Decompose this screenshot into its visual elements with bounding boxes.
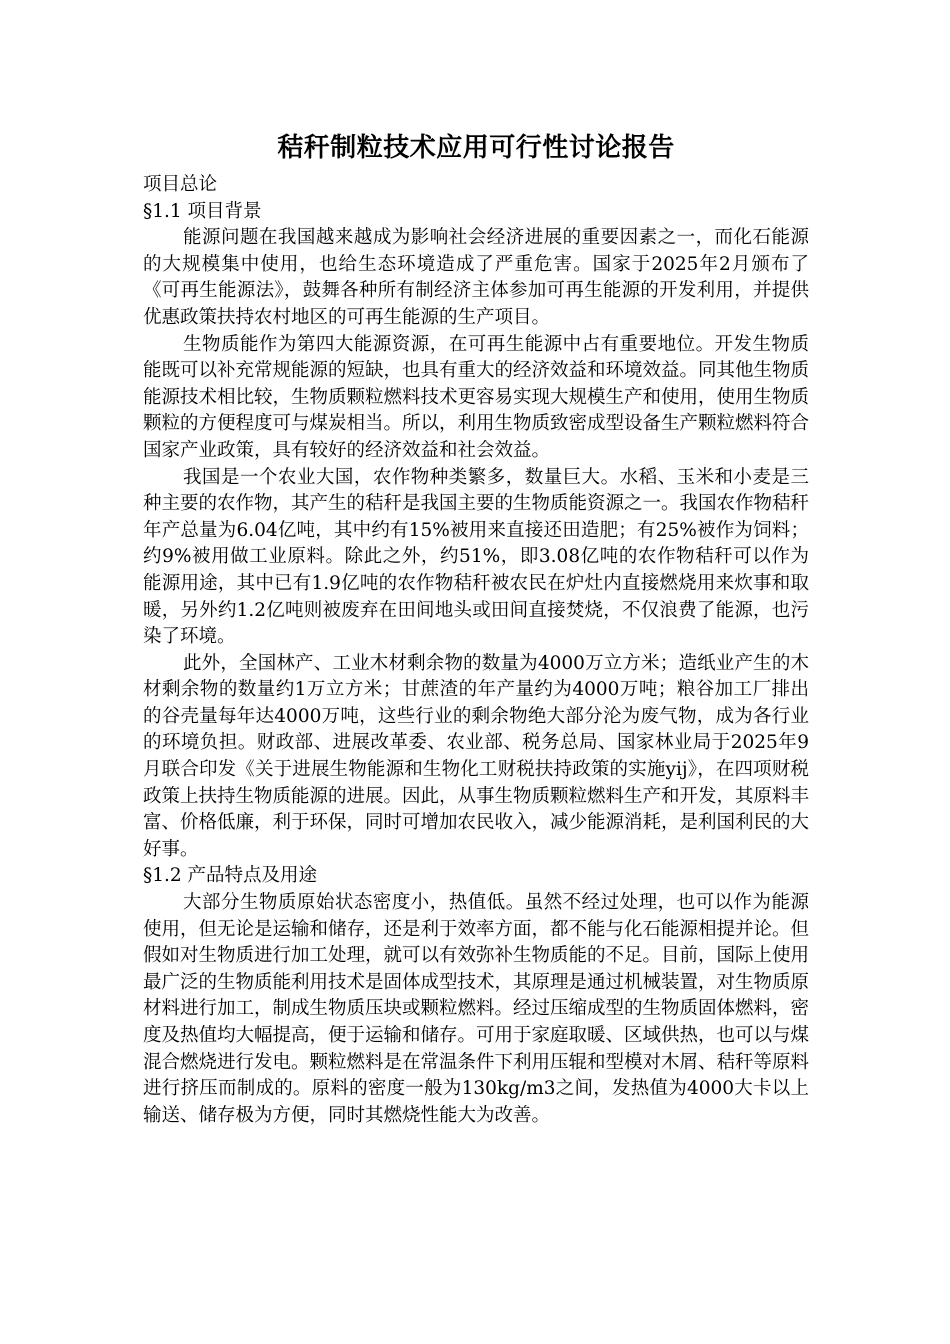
paragraph-forestry-residue: 此外，全国林产、工业木材剩余物的数量为4000万立方米；造纸业产生的木材剩余物的数量约1万立方米；甘蔗渣的年产量约为4000万吨；粮谷加工厂排出的谷壳量每年达4000万吨，这些行业的剩余物绝大部分沦为废气物，成为各行业的环境负担。财政部、进展改革委、农业部、税务总局、国家林业局于2025年9月联合印发《关于进展生物能源和生物化工财税扶持政策的实施yij》，在四项财税政策上扶持生物质能源的进展。因此，从事生物质颗粒燃料生产和开发，其原料丰富、价格低廉，利于环保，同时可增加农民收入，减少能源消耗，是利国利民的大好事。 [143, 652, 810, 860]
section-heading-1-2: §1.2 产品特点及用途 [143, 865, 318, 887]
document-title: 秸秆制粒技术应用可行性讨论报告 [277, 133, 675, 163]
paragraph-biomass-energy: 生物质能作为第四大能源资源，在可再生能源中占有重要地位。开发生物质能既可以补充常规能源的短缺，也具有重大的经济效益和环境效益。同其他生物质能源技术相比较，生物质颗粒燃料技术更容易实现大规模生产和使用，使用生物质颗粒的方便程度可与煤炭相当。所以，利用生物质致密成型设备生产颗粒燃料符合国家产业政策，具有较好的经济效益和社会效益。 [143, 333, 810, 461]
section-heading-1-1: §1.1 项目背景 [143, 200, 262, 222]
paragraph-product-features: 大部分生物质原始状态密度小，热值低。虽然不经过处理，也可以作为能源使用，但无论是运输和储存，还是利于效率方面，都不能与化石能源相提并论。但假如对生物质进行加工处理，就可以有效弥补生物质能的不足。目前，国际上使用最广泛的生物质能利用技术是固体成型技术，其原理是通过机械装置，对生物质原材料进行加工，制成生物质压块或颗粒燃料。经过压缩成型的生物质固体燃料，密度及热值均大幅提高，便于运输和储存。可用于家庭取暖、区域供热，也可以与煤混合燃烧进行发电。颗粒燃料是在常温条件下利用压辊和型模对木屑、秸秆等原料进行挤压而制成的。原料的密度一般为130kg/m3之间，发热值为4000大卡以上输送、储存极为方便，同时其燃烧性能大为改善。 [143, 892, 810, 1126]
paragraph-agriculture-straw: 我国是一个农业大国，农作物种类繁多，数量巨大。水稻、玉米和小麦是三种主要的农作物，其产生的秸秆是我国主要的生物质能资源之一。我国农作物秸秆年产总量为6.04亿吨，其中约有15%被用来直接还田造肥；有25%被作为饲料；约9%被用做工业原料。除此之外，约51%，即3.08亿吨的农作物秸秆可以作为能源用途，其中已有1.9亿吨的农作物秸秆被农民在炉灶内直接燃烧用来炊事和取暖，另外约1.2亿吨则被废弃在田间地头或田间直接焚烧，不仅浪费了能源，也污染了环境。 [143, 466, 810, 648]
document-page [143, 128, 809, 1129]
paragraph-energy-problem: 能源问题在我国越来越成为影响社会经济进展的重要因素之一，而化石能源的大规模集中使用，也给生态环境造成了严重危害。国家于2025年2月颁布了《可再生能源法》，鼓舞各种所有制经济主体参加可再生能源的开发利用，并提供优惠政策扶持农村地区的可再生能源的生产项目。 [143, 227, 809, 328]
chapter-heading: 项目总论 [143, 174, 218, 195]
